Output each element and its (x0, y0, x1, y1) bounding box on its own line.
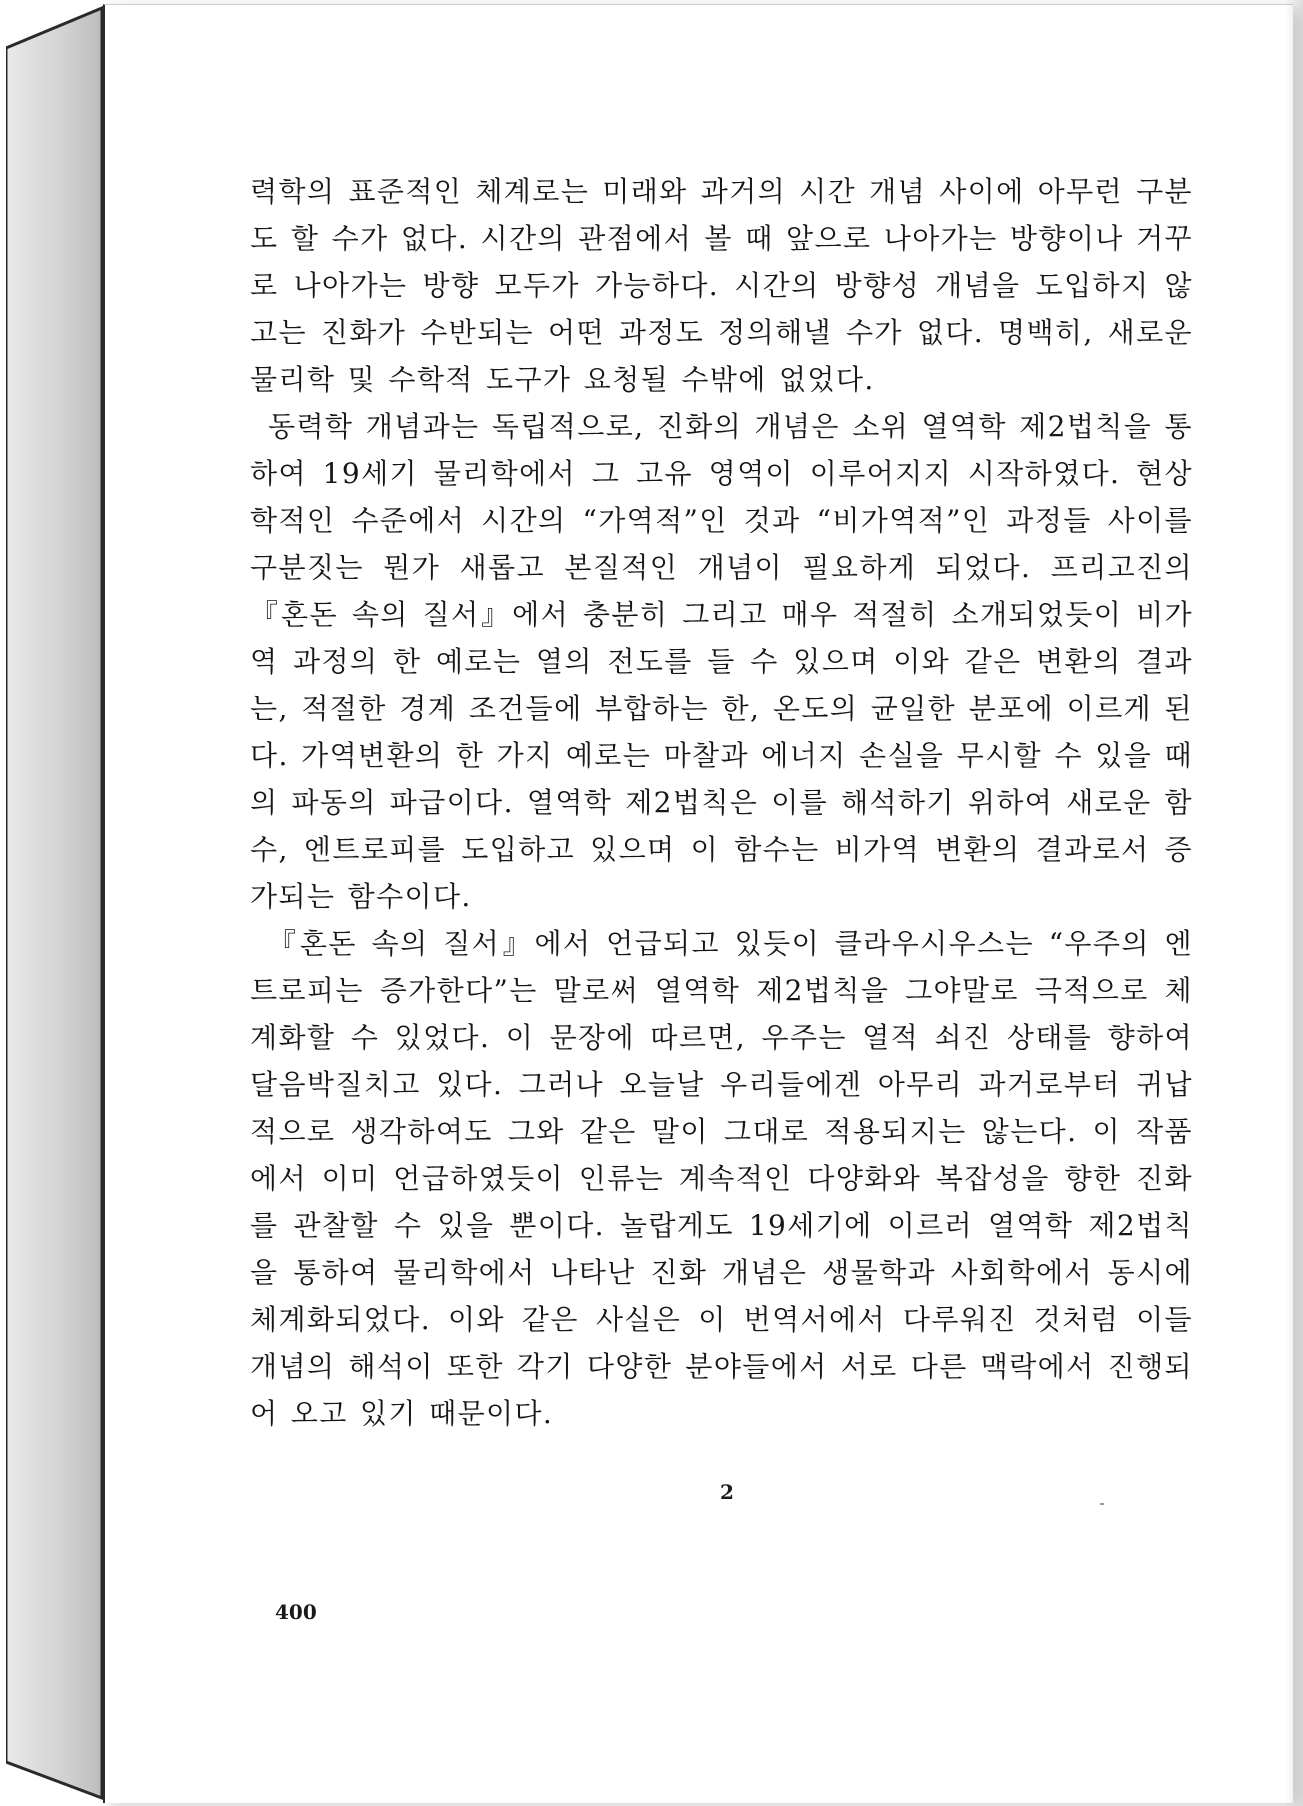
paragraph-3: 『혼돈 속의 질서』에서 언급되고 있듯이 클라우시우스는 “우주의 엔트로피는 증가한다”는 말로써 열역학 제2법칙을 그야말로 극적으로 체계화할 수 있었다. 이 문장에 따르면, 우주는 열적 쇠진 상태를 향하여 달음박질치고 있다. 그러나 오늘날 우리들에겐 아무리 과거로부터 귀납적으로 생각하여도 그와 같은 말이 그대로 적용되지는 않는다. 이 작품에서 이미 언급하였듯이 인류는 계속적인 다양화와 복잡성을 향한 진화를 관찰할 수 있을 뿐이다. 놀랍게도 19세기에 이르러 열역학 제2법칙을 통하여 물리학에서 나타난 진화 개념은 생물학과 사회학에서 동시에 체계화되었다. 이와 같은 사실은 이 번역서에서 다루워진 것처럼 이들 개념의 해석이 또한 각기 다양한 분야들에서 서로 다른 맥락에서 진행되어 오고 있기 때문이다. (250, 927, 1193, 1430)
paragraph-2: 동력학 개념과는 독립적으로, 진화의 개념은 소위 열역학 제2법칙을 통하여 19세기 물리학에서 그 고유 영역이 이루어지지 시작하였다. 현상학적인 수준에서 시간의 “가역적”인 것과 “비가역적”인 과정들 사이를 구분짓는 뭔가 새롭고 본질적인 개념이 필요하게 되었다. 프리고진의 『혼돈 속의 질서』에서 충분히 그리고 매우 적절히 소개되었듯이 비가역 과정의 한 예로는 열의 전도를 들 수 있으며 이와 같은 변환의 결과는, 적절한 경계 조건들에 부합하는 한, 온도의 균일한 분포에 이르게 된다. 가역변환의 한 가지 예로는 마찰과 에너지 손실을 무시할 수 있을 때의 파동의 파급이다. 열역학 제2법칙은 이를 해석하기 위하여 새로운 함수, 엔트로피를 도입하고 있으며 이 함수는 비가역 변환의 결과로서 증가되는 함수이다. (250, 410, 1193, 913)
book-page-number: 400 (275, 1600, 317, 1624)
paragraph-1: 력학의 표준적인 체계로는 미래와 과거의 시간 개념 사이에 아무런 구분도 할 수가 없다. 시간의 관점에서 볼 때 앞으로 나아가는 방향이나 거꾸로 나아가는 방향 모두가 가능하다. 시간의 방향성 개념을 도입하지 않고는 진화가 수반되는 어떤 과정도 정의해낼 수가 없다. 명백히, 새로운 물리학 및 수학적 도구가 요청될 수밖에 없었다. (250, 175, 1193, 396)
book-spine-graphic (6, 6, 106, 1800)
book-spine (6, 6, 106, 1800)
scan-speck (1100, 1503, 1104, 1505)
page-edge-shadow (1285, 0, 1303, 1806)
folio-number: 2 (720, 1480, 734, 1504)
body-text (250, 168, 1193, 1437)
